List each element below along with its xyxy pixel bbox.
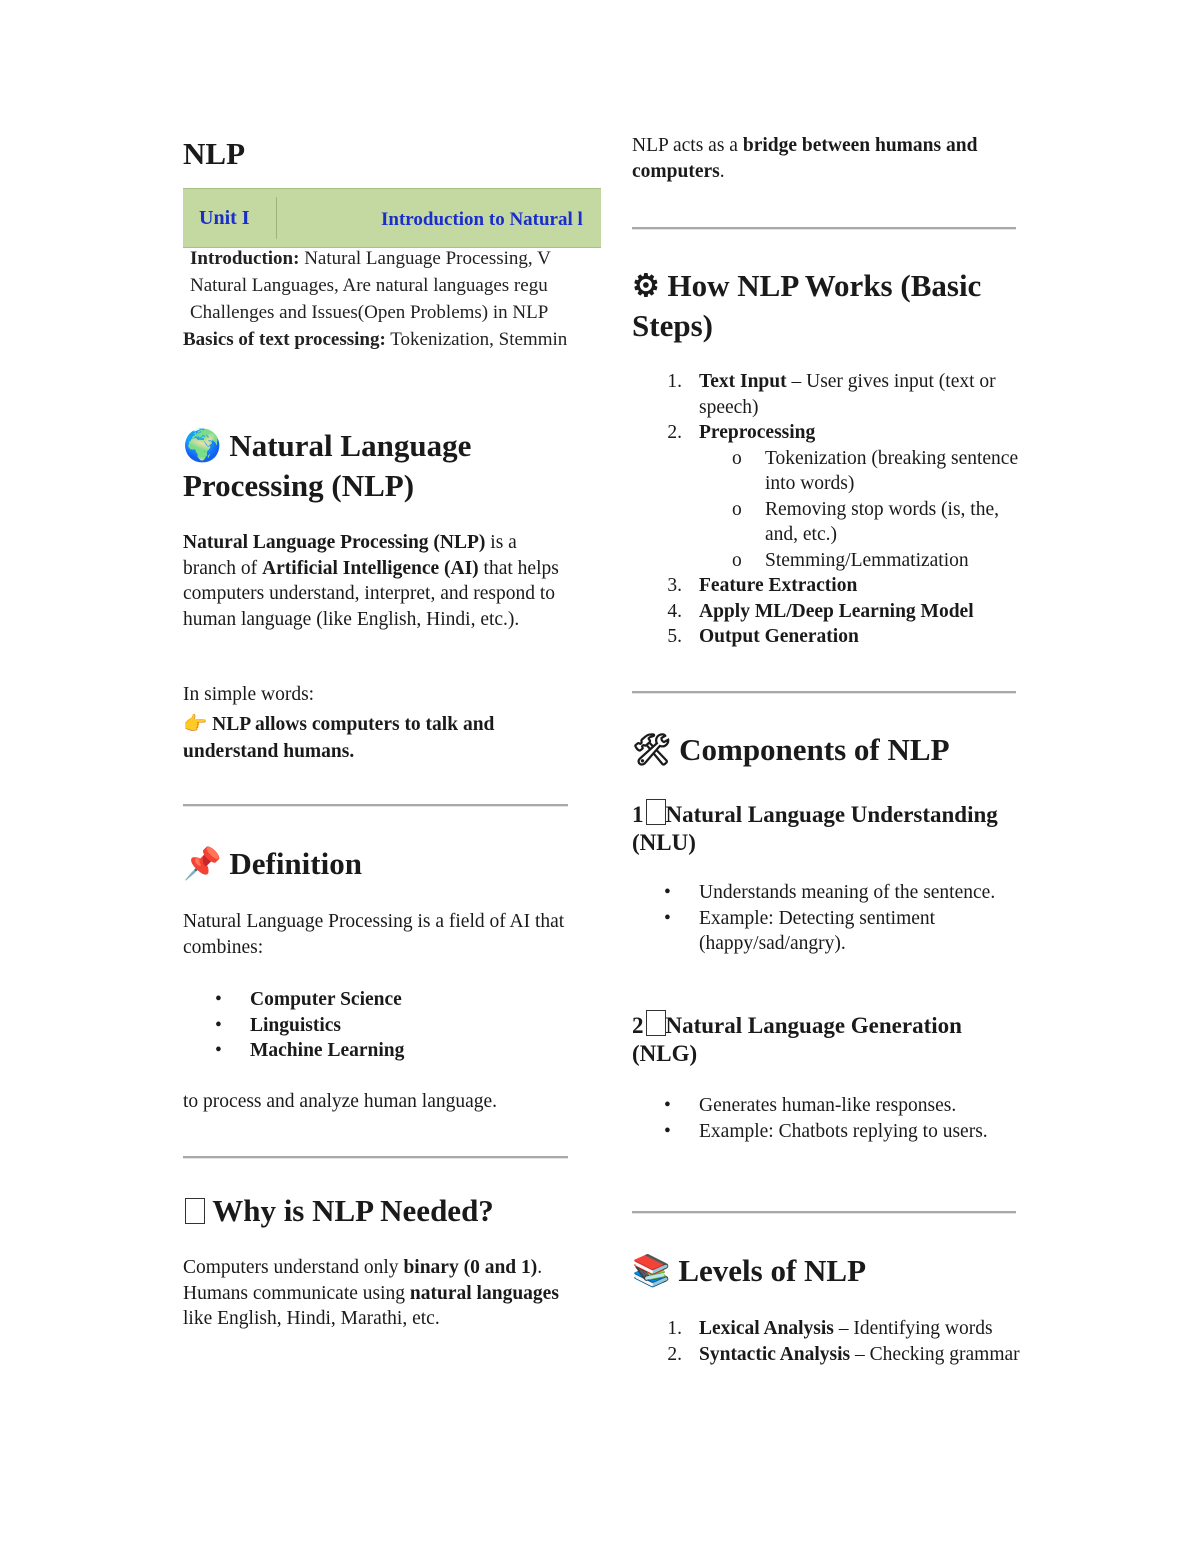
- nlp-heading: 🌍 Natural Language Processing (NLP): [183, 428, 472, 503]
- syllabus-image: [183, 188, 601, 360]
- pointing-hand-icon: 👉: [183, 714, 208, 735]
- sub-list-item: o Removing stop words (is, the, and, etc.): [732, 498, 999, 545]
- sub-list-item: o Tokenization (breaking sentence into words): [732, 447, 1019, 494]
- nlg-list: [632, 1093, 1022, 1144]
- divider: [183, 804, 568, 807]
- list-item: • Example: Detecting sentiment (happy/sad/angry).: [664, 907, 936, 954]
- nlg-heading: 2 Natural Language Generation (NLG): [632, 1010, 1022, 1068]
- simple-words-label: In simple words:: [183, 684, 315, 705]
- list-item: • Computer Science: [215, 989, 402, 1010]
- syllabus-header-bar: [183, 188, 601, 248]
- syllabus-divider: [276, 197, 277, 239]
- syllabus-line-3: Challenges and Issues(Open Problems) in NLP: [190, 302, 549, 323]
- divider: [632, 1211, 1016, 1214]
- divider: [632, 691, 1016, 694]
- syllabus-line-4: Basics of text processing: Tokenization, Stemmin: [183, 329, 568, 350]
- syllabus-line-1: Introduction: Natural Language Processing, V: [190, 248, 551, 269]
- list-item: • Linguistics: [215, 1014, 342, 1036]
- why-paragraph: Computers understand only binary (0 and 1). Humans communicate using natural languages like English, Hindi, Marathi, etc.: [183, 1257, 559, 1329]
- definition-list: [183, 987, 573, 1064]
- list-item: • Generates human-like responses.: [664, 1095, 957, 1116]
- list-item: • Example: Chatbots replying to users.: [664, 1120, 988, 1142]
- components-heading: 🛠 Components of NLP: [632, 732, 950, 767]
- levels-list: [632, 1316, 1022, 1367]
- how-steps-list: [632, 369, 1022, 650]
- definition-heading: 📌 Definition: [183, 846, 362, 881]
- why-heading: Why is NLP Needed?: [183, 1191, 494, 1231]
- syllabus-unit: Unit I: [199, 207, 250, 229]
- list-item: 4. Apply ML/Deep Learning Model: [667, 600, 974, 622]
- list-item: 1. Text Input – User gives input (text or speech): [667, 371, 996, 418]
- missing-glyph-icon: [646, 1010, 666, 1036]
- simple-words-statement: 👉 NLP allows computers to talk and understand humans.: [183, 714, 495, 762]
- gear-icon: ⚙ How NLP Works (Basic Steps): [632, 268, 982, 343]
- list-item: • Machine Learning: [215, 1040, 405, 1061]
- nlp-intro-paragraph: Natural Language Processing (NLP) is a branch of Artificial Intelligence (AI) that helps computers understand, interpret, and respond to human language (like English, Hindi, etc.).: [183, 532, 559, 630]
- list-item: 3. Feature Extraction: [667, 575, 858, 596]
- bridge-paragraph: NLP acts as a bridge between humans and computers.: [632, 135, 978, 182]
- levels-heading: 📚 Levels of NLP: [632, 1253, 867, 1288]
- nlu-heading: 1 Natural Language Understanding (NLU): [632, 799, 1022, 857]
- nlu-list: [632, 880, 1022, 957]
- missing-glyph-icon: [646, 799, 666, 825]
- list-item: 2. Preprocessing: [667, 422, 816, 443]
- list-item: 1. Lexical Analysis – Identifying words: [667, 1318, 993, 1339]
- syllabus-line-2: Natural Languages, Are natural languages regu: [190, 275, 548, 296]
- missing-glyph-icon: [185, 1198, 205, 1224]
- divider: [632, 227, 1016, 230]
- definition-text: Natural Language Processing is a field of AI that combines:: [183, 911, 565, 958]
- syllabus-heading: Introduction to Natural l: [381, 209, 583, 230]
- how-heading: [632, 266, 1022, 346]
- list-item: 2. Syntactic Analysis – Checking grammar: [667, 1343, 1020, 1365]
- definition-after: to process and analyze human language.: [183, 1091, 498, 1112]
- document-title: NLP: [183, 136, 245, 171]
- divider: [183, 1156, 568, 1159]
- sub-list-item: o Stemming/Lemmatization: [732, 549, 969, 571]
- list-item: • Understands meaning of the sentence.: [664, 882, 996, 903]
- list-item: 5. Output Generation: [667, 626, 859, 647]
